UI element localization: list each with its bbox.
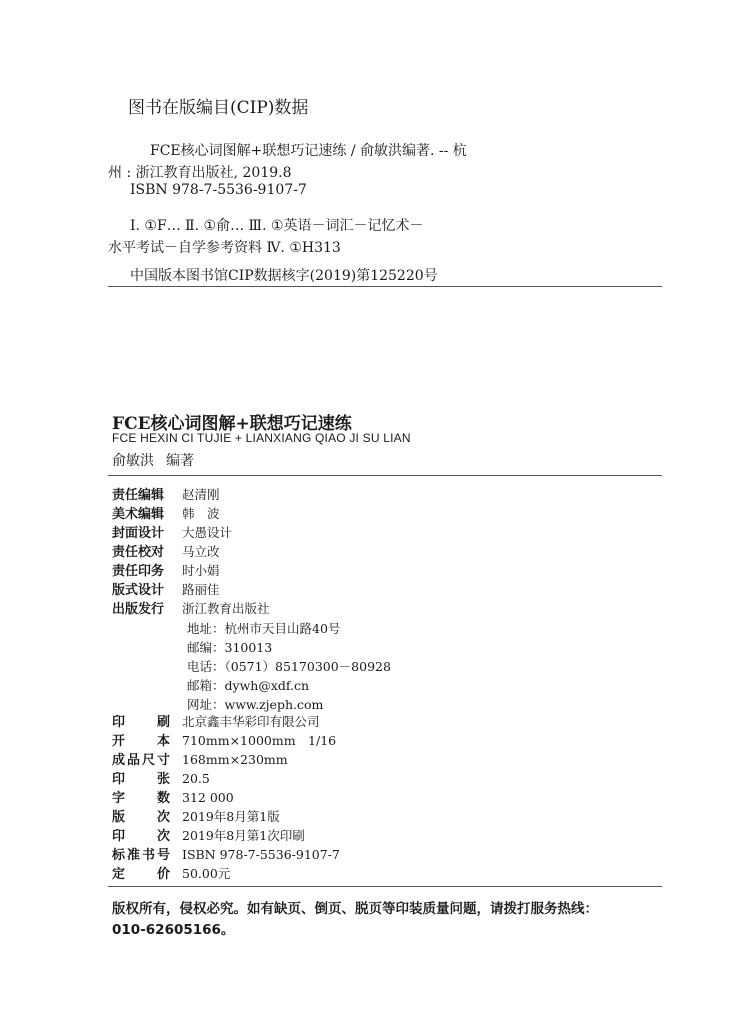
author-role: 编著: [166, 453, 194, 469]
publisher-email: 邮箱：dywh@xdf.cn: [187, 678, 310, 693]
title-divider: [108, 475, 662, 476]
spec-label: 印张: [112, 772, 170, 787]
credit-value: 浙江教育出版社: [182, 601, 270, 616]
credit-label: 封面设计: [112, 526, 165, 541]
publisher-phone: 电话：（0571）85170300－80928: [187, 659, 391, 674]
book-title-cn: FCE核心词图解+联想巧记速练: [112, 414, 352, 434]
spec-row: [112, 789, 234, 808]
spec-label: 标准书号: [112, 848, 170, 863]
spec-label: 印刷: [112, 715, 170, 730]
spec-value: 168mm×230mm: [182, 752, 288, 767]
cip-number: 中国版本图书馆CIP数据核字(2019)第125220号: [130, 268, 438, 284]
credit-value: 马立改: [182, 544, 220, 559]
credit-label: 版式设计: [112, 583, 165, 598]
credit-label: 责任印务: [112, 564, 165, 579]
spec-value: ISBN 978-7-5536-9107-7: [182, 847, 340, 862]
credit-row: [112, 543, 220, 562]
copyright-notice: 版权所有，侵权必究。如有缺页、倒页、脱页等印装质量问题，请拨打服务热线：: [112, 901, 598, 917]
service-hotline: 010-62605166。: [112, 922, 235, 938]
credit-label: 出版发行: [112, 602, 165, 617]
spec-label: 印次: [112, 829, 170, 844]
publisher-website: 网址：www.zjeph.com: [187, 697, 324, 712]
credit-value: 赵清刚: [182, 487, 220, 502]
credit-row: [112, 581, 220, 600]
footer-divider: [108, 886, 662, 887]
spec-label: 字数: [112, 791, 170, 806]
credit-row: [112, 486, 220, 505]
credit-value: 路丽佳: [182, 582, 220, 597]
publisher-address: 地址：杭州市天目山路40号: [187, 621, 341, 636]
spec-label: 开本: [112, 734, 170, 749]
spec-value: 2019年8月第1次印刷: [182, 828, 305, 843]
book-author: [112, 450, 194, 470]
credit-value: 大愚设计: [182, 525, 233, 540]
spec-value: 2019年8月第1版: [182, 809, 280, 824]
spec-value: 710mm×1000mm 1/16: [182, 733, 337, 748]
cip-line-1: FCE核心词图解+联想巧记速练 / 俞敏洪编著. -- 杭: [150, 143, 467, 159]
cip-line-3: ISBN 978-7-5536-9107-7: [130, 182, 307, 198]
spec-row: [112, 770, 210, 789]
book-title-en: FCE HEXIN CI TUJIE + LIANXIANG QIAO JI SU LIAN: [112, 431, 411, 445]
spec-row: [112, 732, 336, 751]
credit-label: 美术编辑: [112, 507, 165, 522]
spec-value: 20.5: [182, 771, 210, 786]
credit-value: 时小娟: [182, 563, 220, 578]
cip-line-5: 水平考试－自学参考资料 Ⅳ. ①H313: [108, 240, 341, 256]
spec-row: [112, 865, 230, 884]
cip-divider: [108, 286, 662, 287]
spec-value: 312 000: [182, 790, 234, 805]
spec-label: 成品尺寸: [112, 753, 170, 768]
spec-row: [112, 713, 320, 732]
spec-value: 北京鑫丰华彩印有限公司: [182, 714, 320, 729]
credit-label: 责任编辑: [112, 488, 165, 503]
author-name: 俞敏洪: [112, 453, 154, 469]
publisher-postcode: 邮编：310013: [187, 640, 273, 655]
cip-line-2: 州 : 浙江教育出版社, 2019.8: [108, 165, 292, 181]
credit-row: [112, 505, 220, 524]
spec-value: 50.00元: [182, 866, 231, 881]
credit-row: [112, 524, 232, 543]
cip-heading: 图书在版编目(CIP)数据: [128, 98, 309, 118]
credit-row: [112, 562, 220, 581]
spec-row: [112, 751, 288, 770]
spec-label: 版次: [112, 810, 170, 825]
credit-row: [112, 600, 270, 619]
spec-row: [112, 846, 340, 865]
credit-value: 韩 波: [182, 506, 220, 521]
spec-row: [112, 808, 280, 827]
cip-line-4: Ⅰ. ①F… Ⅱ. ①俞… Ⅲ. ①英语－词汇－记忆术－: [130, 218, 424, 234]
spec-row: [112, 827, 305, 846]
spec-label: 定价: [112, 867, 170, 882]
credit-label: 责任校对: [112, 545, 165, 560]
